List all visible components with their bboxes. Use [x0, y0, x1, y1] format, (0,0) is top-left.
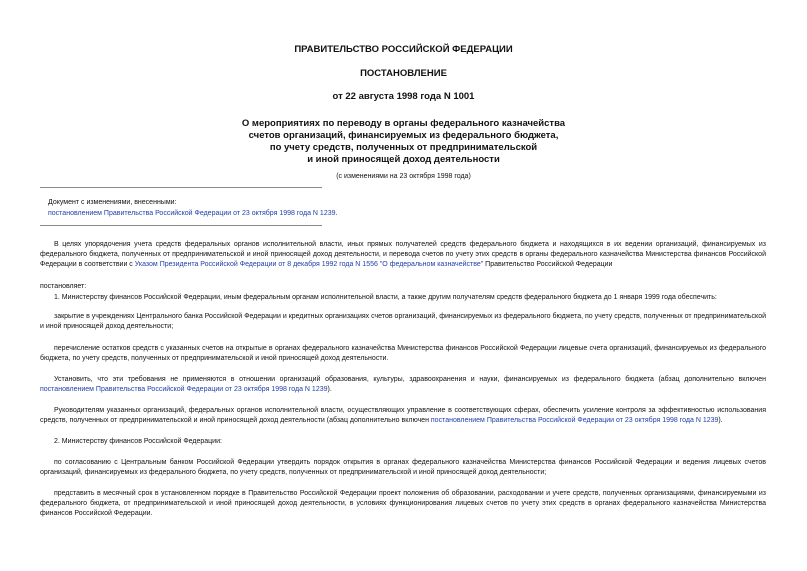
title-line: О мероприятиях по переводу в органы федерального казначейства: [241, 118, 566, 129]
divider-top: [40, 187, 322, 188]
changes-reference: [48, 209, 337, 218]
presidential-decree-link[interactable]: Указом Президента Российской Федерации от 8 декабря 1992 года N 1556 "О федеральном казначействе": [134, 261, 484, 268]
title-line: по учету средств, полученных от предпринимательской: [269, 142, 538, 153]
document-date: от 22 августа 1998 года N 1001: [332, 91, 475, 102]
preamble-paragraph: В целях упорядочения учета средств федеральных органов исполнительной власти, иных прямых получателей средств федерального бюджета и находящихся в их ведении организаций, финансируемых из федерального бюджета, полученных от предпринимательской и иной приносящей доход деятельности, и перевода счетов по учету этих средств в органы федерального казначейства Министерства финансов Российской Федерации в соответствии с Указом Президента Российской Федерации от 8 декабря 1992 года N 1556 "О федеральном казначействе" Правительство Российской Федерации: [40, 241, 766, 268]
item-1: 1. Министерству финансов Российской Федерации, иным федеральным органам исполнительной власти, а также другим получателям средств федерального бюджета до 1 января 1999 года обеспечить:: [54, 294, 717, 301]
changes-suffix: .: [335, 210, 338, 217]
item-1-control: Руководителям указанных организаций, федеральных органов исполнительной власти, осуществляющих управление в соответствующих сферах, обеспечить усиление контроля за эффективностью использования средств, полученных от предпринимательской и иной приносящей доход деятельности (абзац дополнительно включен постановлением Правительства Российской Федерации от 23 октября 1998 года N 1239).: [40, 407, 766, 424]
item-2-account-procedure: по согласованию с Центральным банком Российской Федерации утвердить порядок открытия в органах федерального казначейства Министерства финансов Российской Федерации и ведения лицевых счетов организаций, финансируемых из федерального бюджета, по учету средств, полученных от предпринимательской и иной приносящей доход деятельности;: [40, 459, 766, 476]
item-2-draft-regulation: представить в месячный срок в установленном порядке в Правительство Российской Федерации проект положения об образовании, расходовании и учете средств, полученных организациями, финансируемыми из федерального бюджета, от предпринимательской и иной приносящей доход деятельности, в условиях функционирования лицевых счетов по учету этих средств в органах федерального казначейства Министерства финансов Российской Федерации.: [40, 490, 766, 517]
item-1-closing-accounts: закрытие в учреждениях Центрального банка Российской Федерации и кредитных организациях счетов организаций, финансируемых из федерального бюджета, по учету средств, полученных от предпринимательской и иной приносящей доход деятельности;: [40, 313, 766, 330]
divider-bottom: [40, 225, 322, 226]
title-line: и иной приносящей доход деятельности: [307, 154, 500, 165]
government-heading: ПРАВИТЕЛЬСТВО РОССИЙСКОЙ ФЕДЕРАЦИИ: [294, 44, 513, 55]
amendment-link[interactable]: постановлением Правительства Российской Федерации от 23 октября 1998 года N 1239: [48, 210, 336, 217]
item-2: 2. Министерству финансов Российской Федерации:: [54, 438, 222, 445]
item-1-transfer-balances: перечисление остатков средств с указанных счетов на открытые в органах федерального казначейства Министерства финансов Российской Федерации лицевые счета организаций, финансируемых из федерального бюджета, по учету средств, полученных от предпринимательской и иной приносящей доход деятельности.: [40, 345, 766, 362]
edition-note: (с изменениями на 23 октября 1998 года): [336, 173, 471, 180]
amendment-link[interactable]: постановлением Правительства Российской Федерации от 23 октября 1998 года N 1239: [40, 386, 328, 393]
changes-label: Документ с изменениями, внесенными:: [48, 199, 177, 206]
title-line: счетов организаций, финансируемых из федерального бюджета,: [248, 130, 559, 141]
document-title: [0, 118, 807, 166]
decree-word: постановляет:: [40, 283, 87, 290]
item-1-exemption: Установить, что эти требования не применяются в отношении организаций образования, культуры, здравоохранения и науки, финансируемых из федерального бюджета (абзац дополнительно включен постановлением Правительства Российской Федерации от 23 октября 1998 года N 1239).: [40, 376, 766, 393]
document-kind: ПОСТАНОВЛЕНИЕ: [360, 68, 447, 79]
amendment-link[interactable]: постановлением Правительства Российской Федерации от 23 октября 1998 года N 1239: [430, 417, 719, 424]
